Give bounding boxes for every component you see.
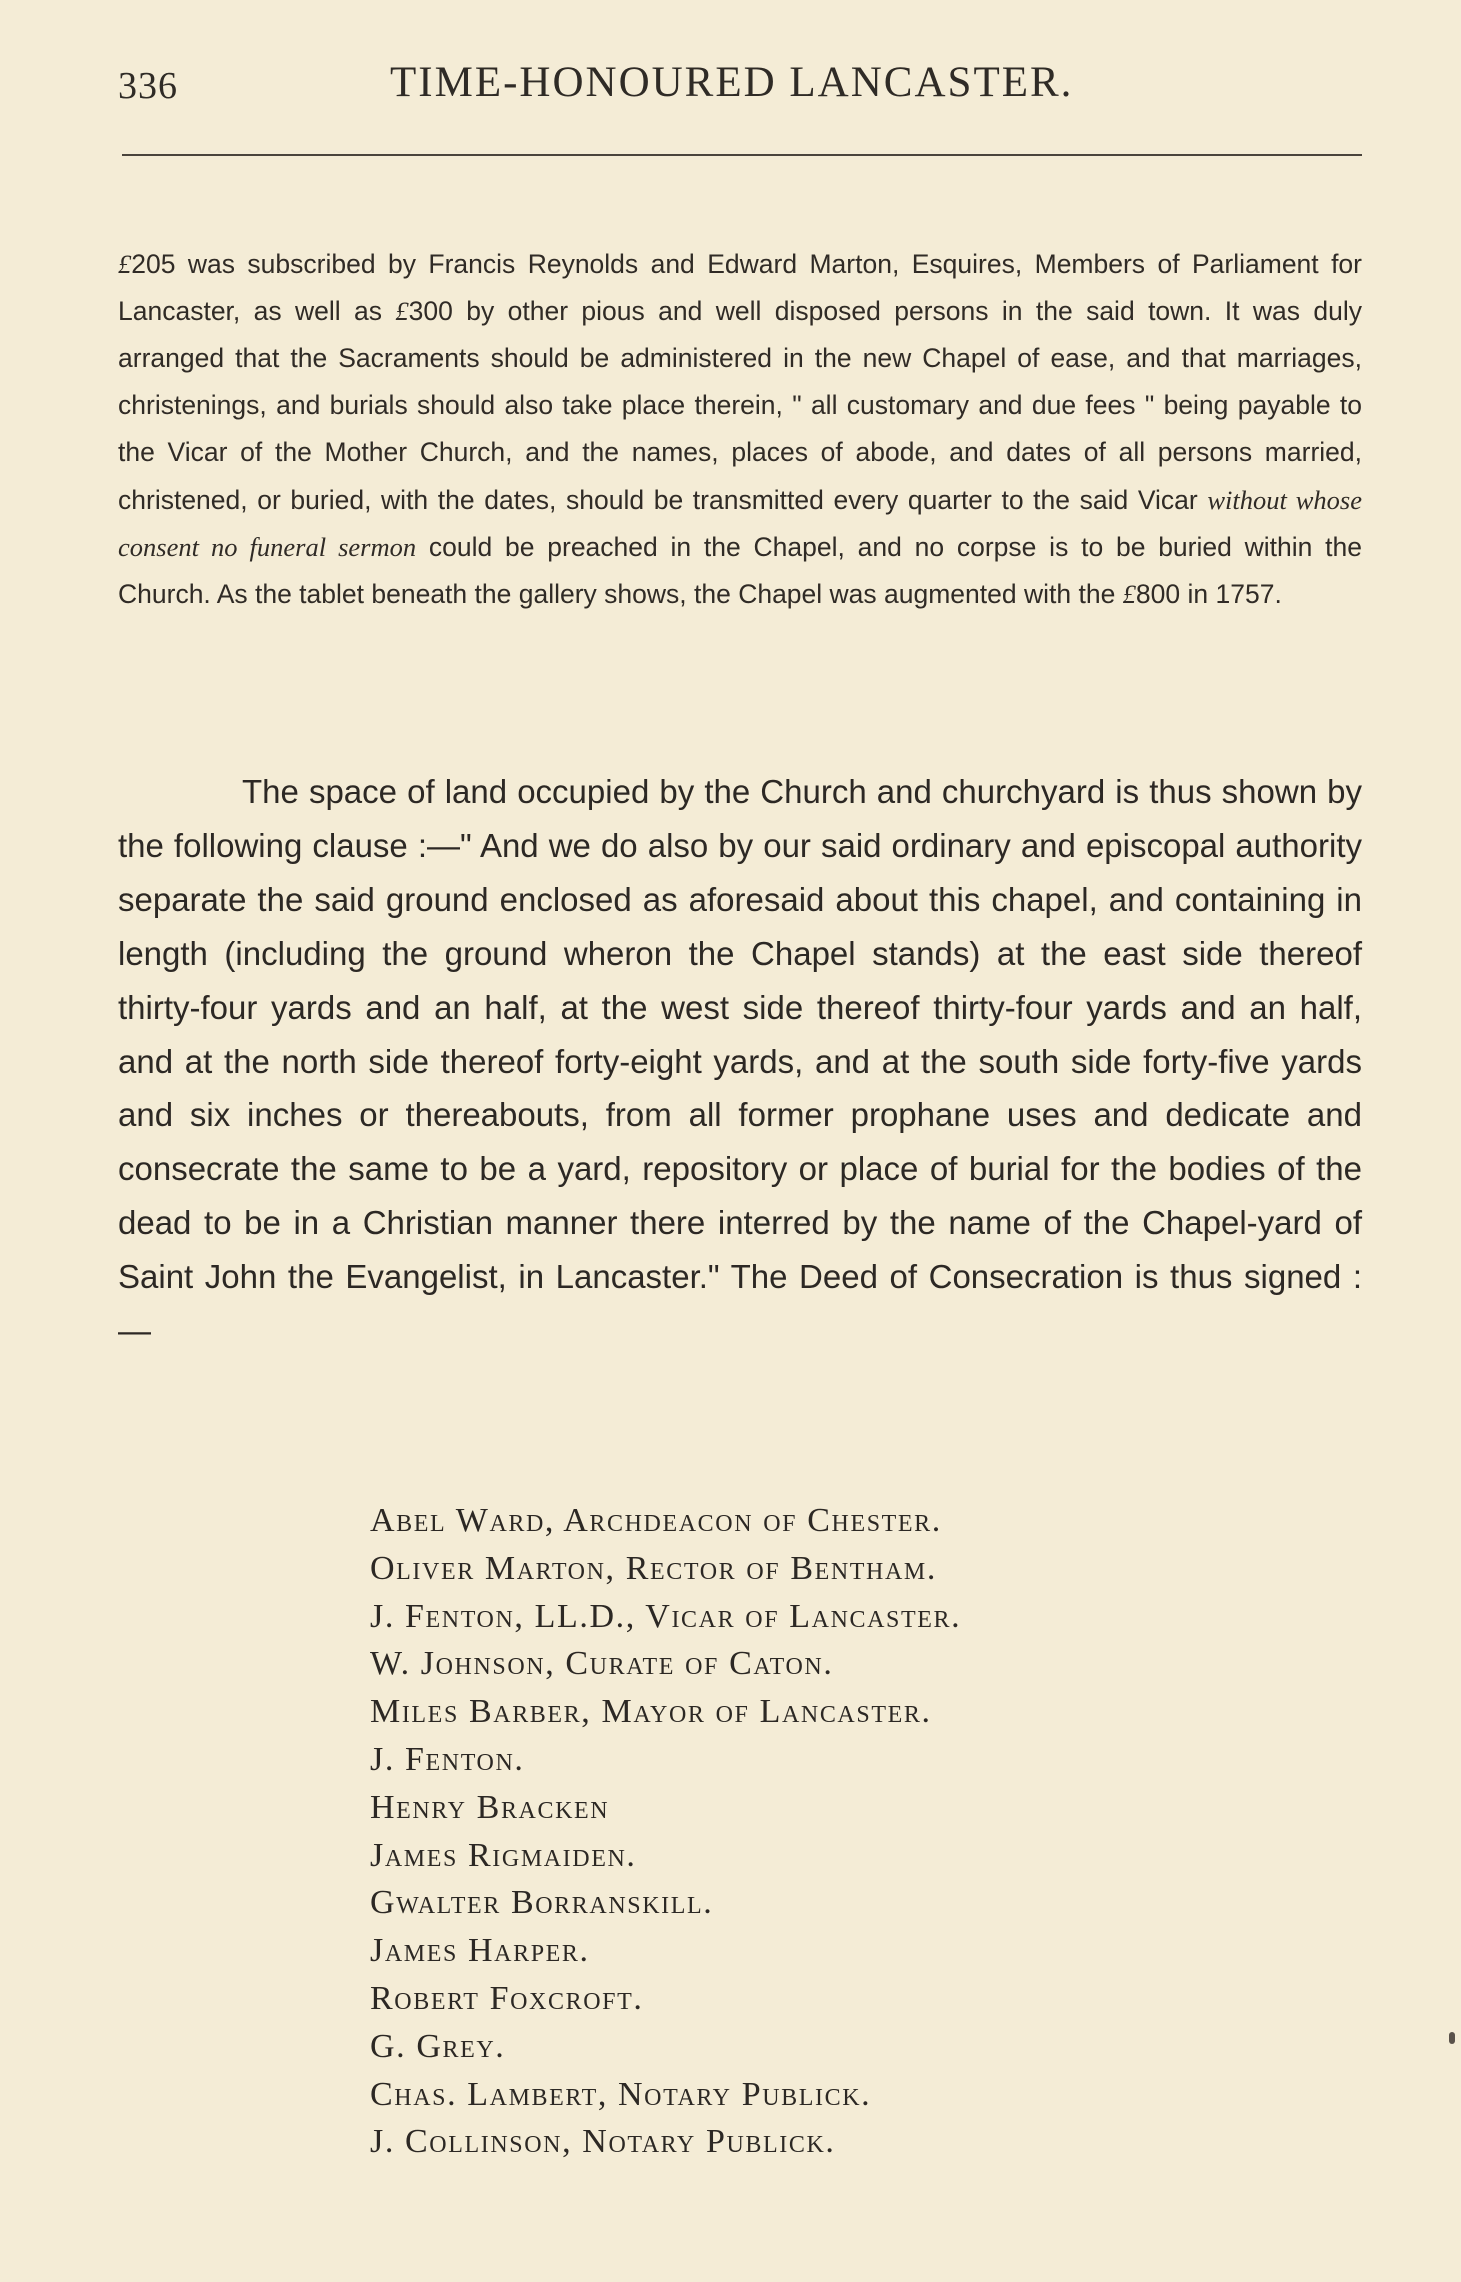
signatory: Miles Barber, Mayor of Lancaster. [370,1693,932,1731]
paragraph-text: could be preached in the Chapel, and no corpse is to be buried within the Church. As the tablet beneath the gallery shows, the Chapel was augmented with the [118,531,1362,609]
signatory: James Rigmaiden. [370,1836,637,1874]
pound-sign: £ [1122,578,1136,609]
signatory: Henry Bracken [370,1788,610,1826]
paragraph-consecration [118,765,1362,1358]
signatory: W. Johnson, Curate of Caton. [370,1645,834,1683]
signatory: J. Fenton, LL.D., Vicar of Lancaster. [370,1597,962,1635]
signatory: James Harper. [370,1932,590,1970]
running-title: TIME-HONOURED LANCASTER. [390,59,1074,106]
ink-speck [1449,2032,1455,2044]
signatory: Oliver Marton, Rector of Bentham. [370,1549,937,1587]
signatory: J. Collinson, Notary Publick. [370,2123,836,2161]
pound-sign: £ [118,248,132,279]
signatory: Gwalter Borranskill. [370,1884,714,1922]
signatory: Robert Foxcroft. [370,1979,644,2017]
paragraph-text: 800 in 1757. [1135,578,1282,609]
signatory: J. Fenton. [370,1740,525,1778]
page-number: 336 [118,65,178,107]
signatory: Chas. Lambert, Notary Publick. [370,2075,872,2113]
header-rule [122,154,1362,156]
paragraph-text: 205 was subscribed by Francis Reynolds and Edward Marton, Esquires, Members of Parliament for Lancaster, as well as [118,248,1362,326]
italic-phrase: without whose consent no funeral sermon [118,484,1362,562]
signatory: Abel Ward, Archdeacon of Chester. [370,1502,942,1539]
paragraph-subscription [118,241,1362,619]
signatory-list [370,1502,1270,2171]
signatory: G. Grey. [370,2027,506,2065]
pound-sign: £ [395,295,409,326]
paragraph-text: 300 by other pious and well disposed persons in the said town. It was duly arranged that the Sacraments should be administered in the new Chapel of ease, and that marriages, christenings, and burials should also take place therein, " all customary and due fees " being payable to the Vicar of the Mother Church, and the names, places of abode, and dates of all persons married, christened, or buried, with the dates, should be transmitted every quarter to the said Vicar [118,295,1362,515]
paragraph-text: The space of land occupied by the Church and churchyard is thus shown by the following clause :—" And we do also by our said ordinary and episcopal authority separate the said ground enclosed as aforesaid about this chapel, and containing in length (including the ground wheron the Chapel stands) at the east side thereof thirty-four yards and an half, at the west side thereof thirty-four yards and an half, and at the north side thereof forty-eight yards, and at the south side forty-five yards and six inches or thereabouts, from all former prophane uses and dedicate and consecrate the same to be a yard, repository or place of burial for the bodies of the dead to be in a Christian manner there interred by the name of the Chapel-yard of Saint John the Evangelist, in Lancaster." The Deed of Consecration is thus signed :— [118,773,1362,1350]
running-head [118,52,1362,112]
